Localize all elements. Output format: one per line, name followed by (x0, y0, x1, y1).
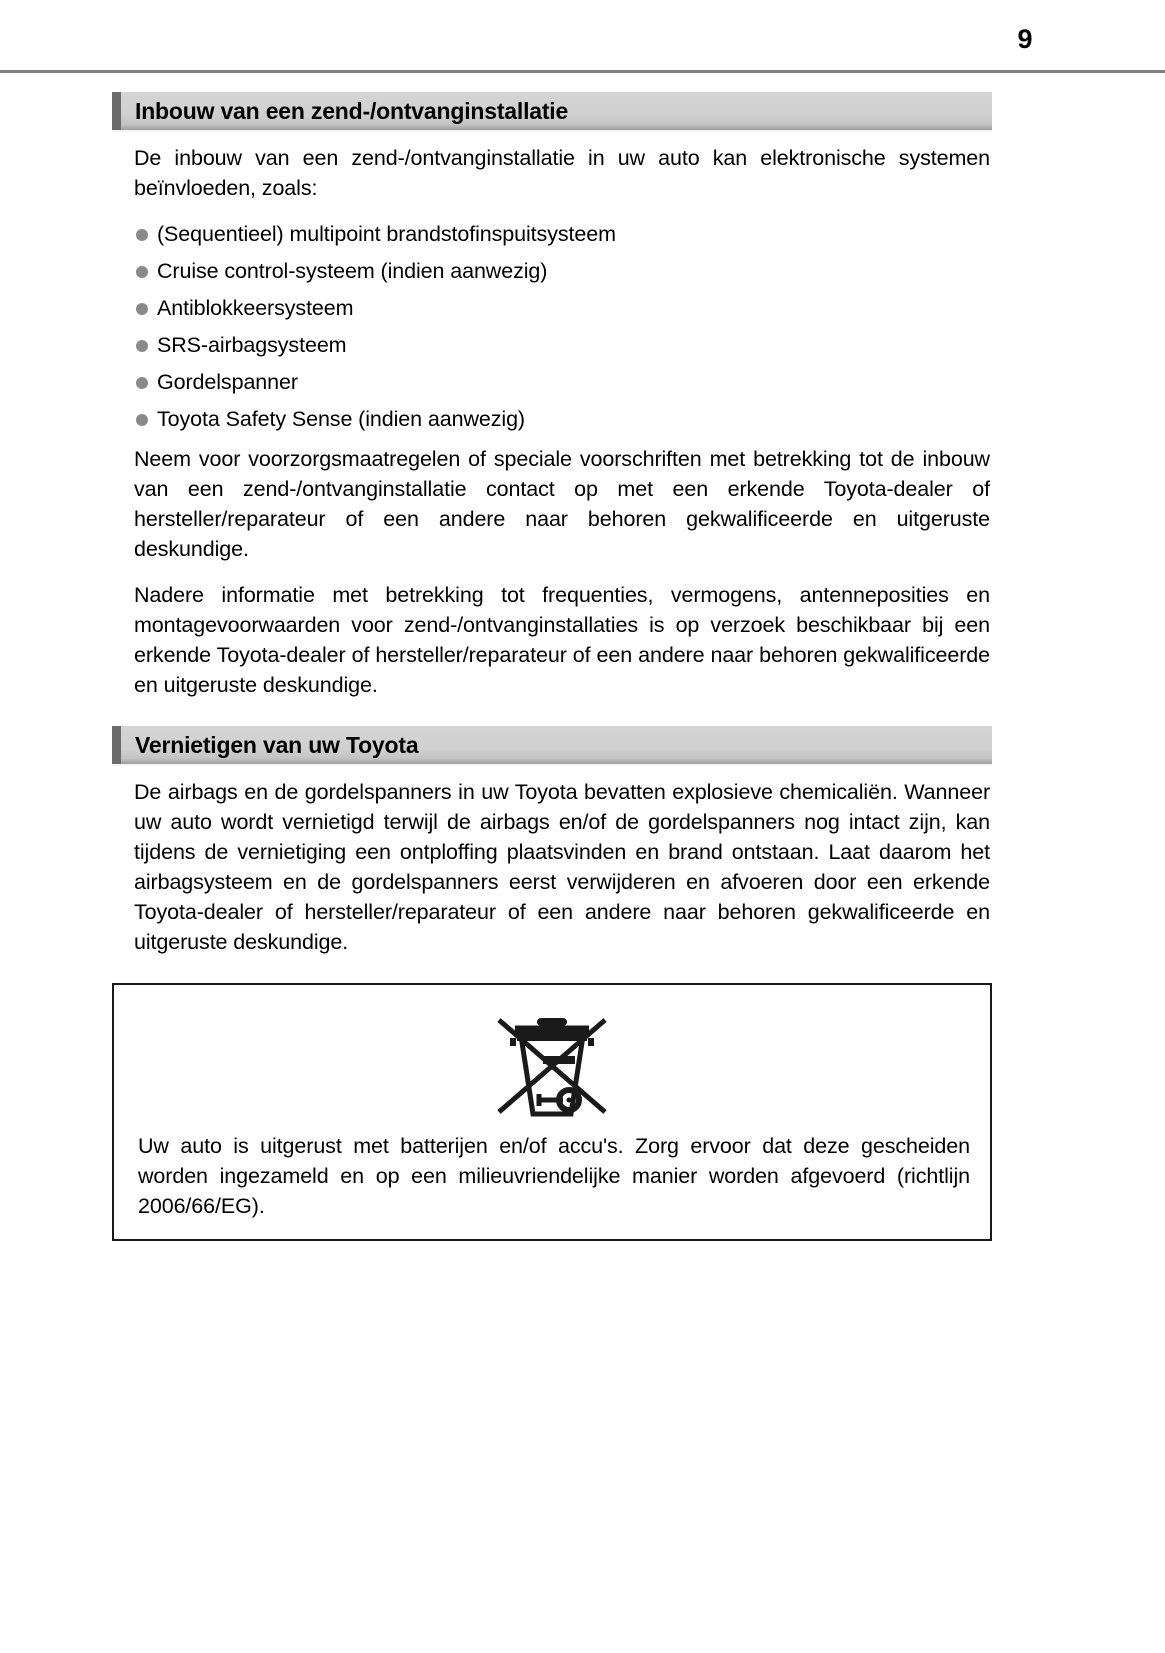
page-content (112, 92, 992, 1241)
list-item (134, 367, 992, 397)
crossed-out-wheelie-bin-icon (477, 994, 627, 1124)
body-paragraph-scrapping: De airbags en de gordelspanners in uw Toyota bevatten explosieve chemicaliën. Wanneer uw auto wordt vernietigd terwijl de airbags en/of de gordelspanners nog intact zijn, kan tijdens de vernietiging een ontploffing plaatsvinden en brand ontstaan. Laat daarom het airbagsysteem en de gordelspanners eerst verwijderen en afvoeren door een erkende Toyota-dealer of hersteller/reparateur of een andere naar behoren gekwalificeerde en uitgeruste deskundige. (134, 780, 990, 954)
list-item-label: Antiblokkeersysteem (157, 296, 354, 320)
header-divider (0, 70, 1165, 73)
list-item-label: Gordelspanner (157, 370, 298, 394)
list-item-label: (Sequentieel) multipoint brandstofinspuitsysteem (157, 222, 616, 246)
affected-systems-list (112, 219, 992, 434)
list-item-label: Toyota Safety Sense (indien aanwezig) (157, 407, 525, 431)
section-accent-tab (112, 92, 121, 130)
intro-paragraph: De inbouw van een zend-/ontvanginstallatie in uw auto kan elektronische systemen beïnvloeden, zoals: (134, 146, 990, 200)
section-accent-tab (112, 726, 121, 764)
list-item (134, 219, 992, 249)
bullet-dot-icon (136, 414, 148, 426)
notice-text-wrapper (114, 1125, 990, 1239)
section-heading-bar (112, 726, 992, 764)
list-item (134, 293, 992, 323)
bullet-dot-icon (136, 377, 148, 389)
page-header (0, 0, 1165, 72)
section-title: Vernietigen van uw Toyota (135, 732, 419, 758)
notice-figure (114, 985, 990, 1125)
battery-disposal-text: Uw auto is uitgerust met batterijen en/of accu's. Zorg ervoor dat deze gescheiden worden ingezameld en op een milieuvriendelijke manier worden afgevoerd (richtlijn 2006/66/EG). (138, 1134, 970, 1218)
list-item-label: SRS-airbagsysteem (157, 333, 347, 357)
section-title: Inbouw van een zend-/ontvanginstallatie (135, 98, 569, 124)
body-paragraph-further-info: Nadere informatie met betrekking tot frequenties, vermogens, antenneposities en montagevoorwaarden voor zend-/ontvanginstallaties is op verzoek beschikbaar bij een erkende Toyota-dealer of hersteller/reparateur of een andere naar behoren gekwalificeerde en uitgeruste deskundige. (134, 583, 990, 697)
page-number: 9 (1017, 24, 1032, 54)
section-inbouw-van-een-zend-ontvanginstallatie (112, 92, 992, 700)
list-item (134, 330, 992, 360)
list-item (134, 404, 992, 434)
list-item (134, 256, 992, 286)
battery-disposal-notice-box (112, 983, 992, 1241)
bullet-dot-icon (136, 229, 148, 241)
list-item-label: Cruise control-systeem (indien aanwezig) (157, 259, 548, 283)
bullet-dot-icon (136, 340, 148, 352)
bullet-dot-icon (136, 266, 148, 278)
bullet-dot-icon (136, 303, 148, 315)
section-heading-bar (112, 92, 992, 130)
section-vernietigen-van-uw-toyota (112, 726, 992, 1241)
body-paragraph-precautions: Neem voor voorzorgsmaatregelen of speciale voorschriften met betrekking tot de inbouw van een zend-/ontvanginstallatie contact op met een erkende Toyota-dealer of hersteller/reparateur of een andere naar behoren gekwalificeerde en uitgeruste deskundige. (134, 447, 990, 561)
bin-wheel-hub-icon (567, 1098, 572, 1103)
